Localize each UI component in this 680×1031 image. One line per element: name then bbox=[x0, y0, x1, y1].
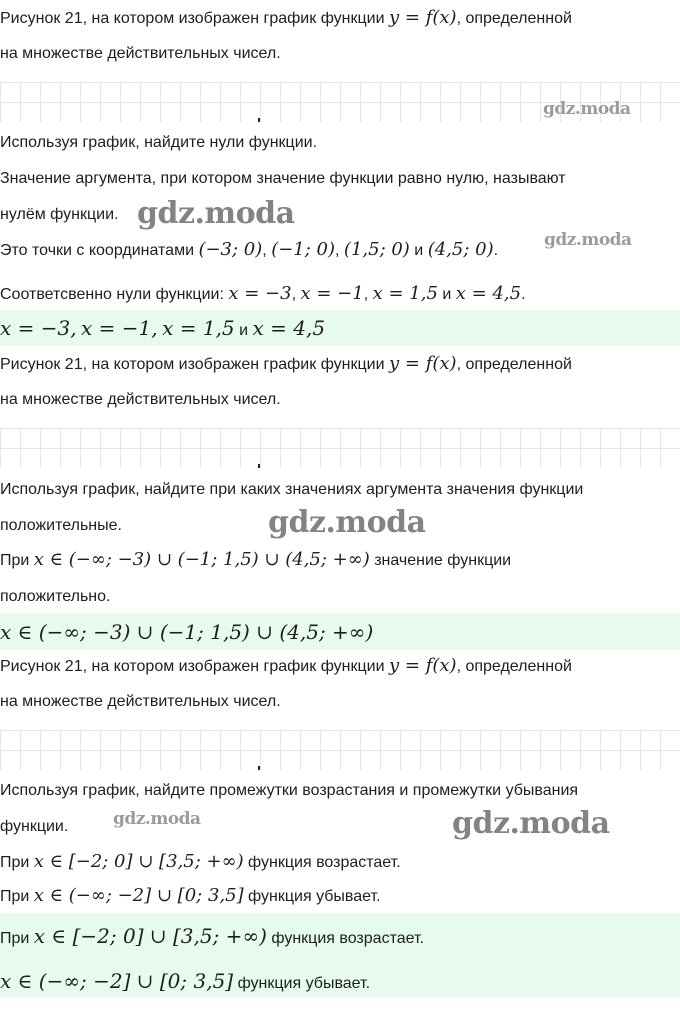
answer-box-zeros bbox=[0, 310, 680, 346]
watermark: gdz.moda bbox=[268, 505, 426, 540]
figure-caption: Рисунок 21, на котором изображен график функции y = f(x), определенной bbox=[0, 353, 572, 374]
watermark: gdz.moda bbox=[543, 99, 631, 119]
answer-text: x ∈ (−∞; −3) ∪ (−1; 1,5) ∪ (4,5; +∞) bbox=[0, 620, 374, 644]
figure-caption: Рисунок 21, на котором изображен график функции y = f(x), определенной bbox=[0, 7, 572, 28]
positive-result-line2: положительно. bbox=[0, 588, 111, 605]
positive-result-line: При x ∈ (−∞; −3) ∪ (−1; 1,5) ∪ (4,5; +∞) значение функции bbox=[0, 549, 512, 570]
definition-line2: нулём функции. bbox=[0, 206, 119, 223]
question-monotonic-line2: функции. bbox=[0, 818, 69, 835]
watermark: gdz.moda bbox=[113, 809, 201, 829]
graph-image-placeholder bbox=[0, 428, 680, 468]
figure-caption-line2: на множестве действительных чисел. bbox=[0, 391, 281, 408]
figure-caption-line2: на множестве действительных чисел. bbox=[0, 45, 281, 62]
figure-caption-line2: на множестве действительных чисел. bbox=[0, 693, 281, 710]
watermark: gdz.moda bbox=[452, 806, 610, 841]
graph-axis-tick bbox=[258, 118, 260, 122]
answer-increasing: При x ∈ [−2; 0] ∪ [3,5; +∞) функция возрастает. bbox=[0, 924, 424, 948]
increasing-line: При x ∈ [−2; 0] ∪ [3,5; +∞) функция возрастает. bbox=[0, 851, 401, 872]
graph-image-placeholder bbox=[0, 730, 680, 770]
answer-decreasing: x ∈ (−∞; −2] ∪ [0; 3,5] функция убывает. bbox=[0, 969, 371, 993]
decreasing-line: При x ∈ (−∞; −2] ∪ [0; 3,5] функция убывает. bbox=[0, 885, 381, 906]
definition-line1: Значение аргумента, при котором значение функции равно нулю, называют bbox=[0, 170, 566, 187]
question-positive-line2: положительные. bbox=[0, 517, 122, 534]
question-zeros: Используя график, найдите нули функции. bbox=[0, 134, 318, 151]
graph-axis-tick bbox=[258, 766, 260, 770]
question-positive: Используя график, найдите при каких значениях аргумента значения функции bbox=[0, 481, 584, 498]
figure-caption: Рисунок 21, на котором изображен график функции y = f(x), определенной bbox=[0, 655, 572, 676]
answer-box-monotonic bbox=[0, 913, 680, 997]
watermark: gdz.moda bbox=[544, 230, 632, 250]
answer-box-positive bbox=[0, 613, 680, 650]
zeros-result-line: Соответсвенно нули функции: x = −3, x = −1, x = 1,5 и x = 4,5. bbox=[0, 283, 526, 304]
answer-text: x = −3, x = −1, x = 1,5 и x = 4,5 bbox=[0, 316, 326, 340]
graph-axis-tick bbox=[258, 464, 260, 468]
zero-points-line: Это точки с координатами (−3; 0), (−1; 0), (1,5; 0) и (4,5; 0). bbox=[0, 239, 499, 260]
question-monotonic: Используя график, найдите промежутки возрастания и промежутки убывания bbox=[0, 782, 579, 799]
watermark: gdz.moda bbox=[137, 196, 295, 231]
